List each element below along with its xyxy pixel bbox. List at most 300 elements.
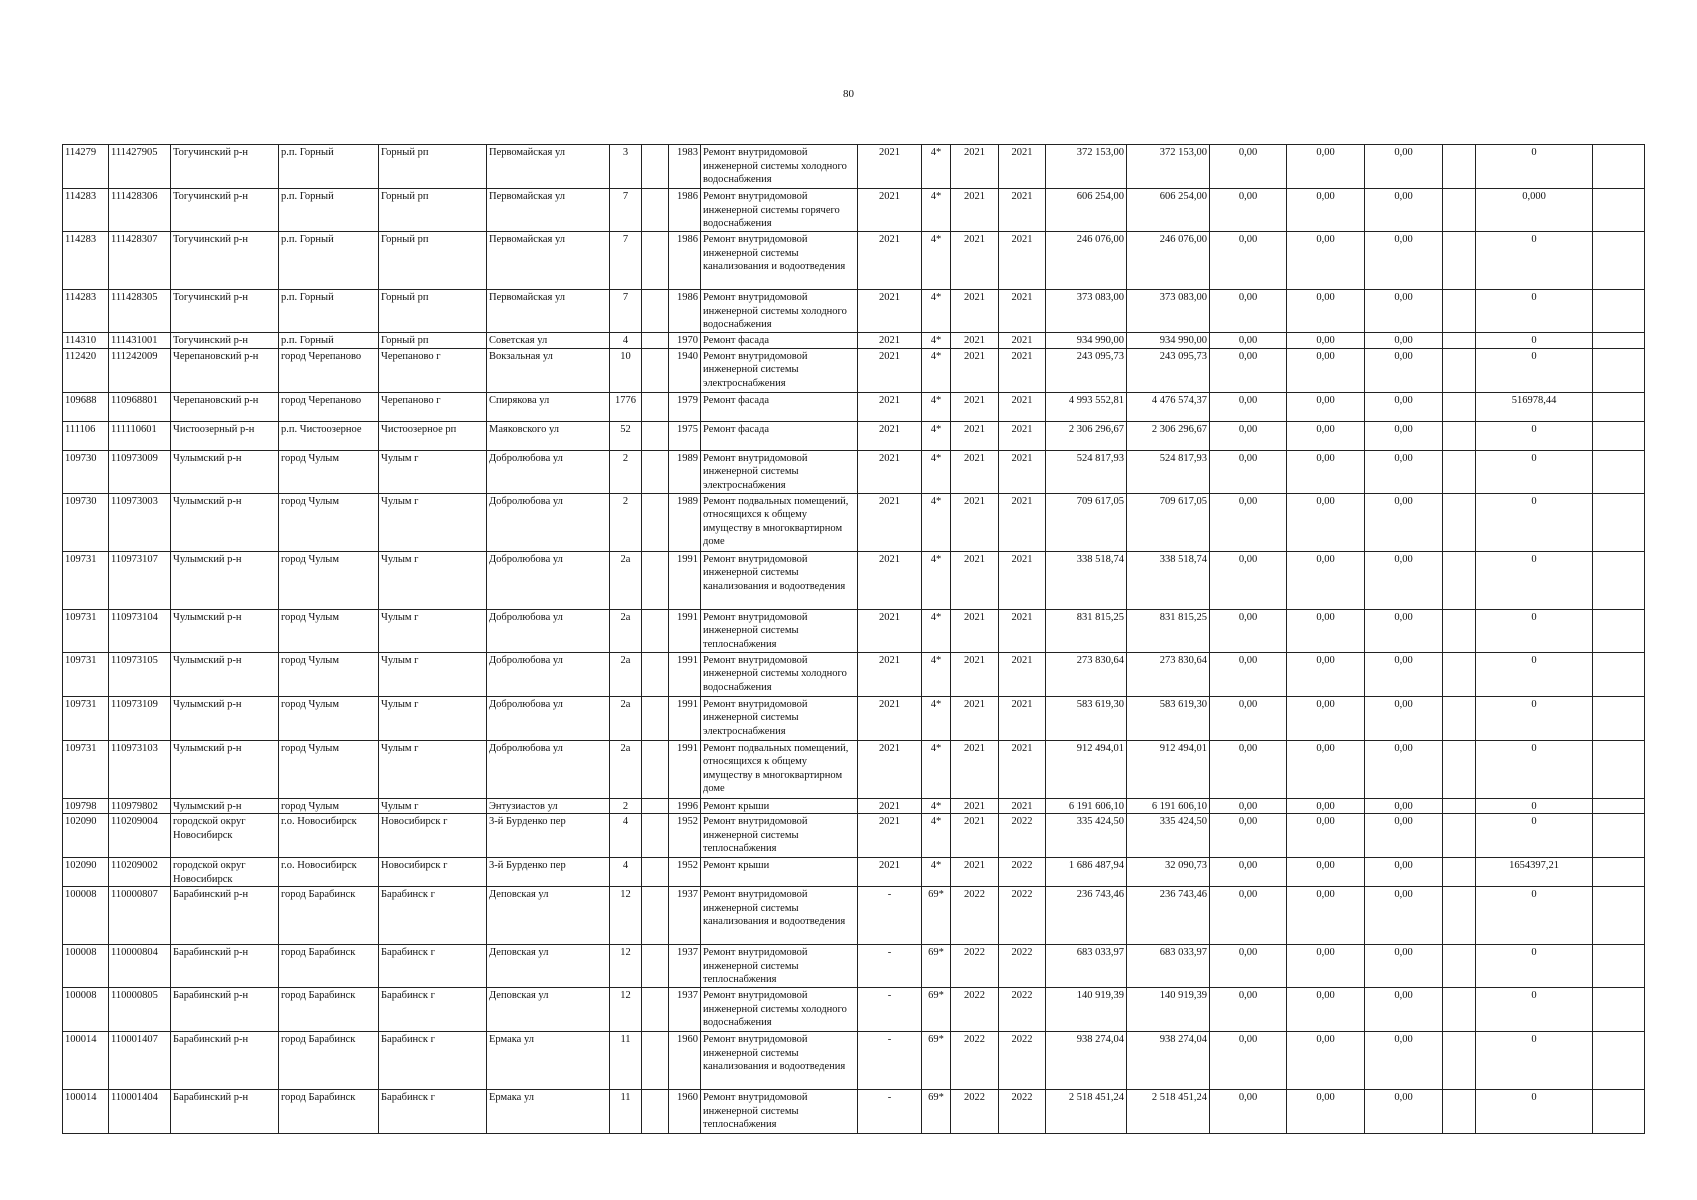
cell-cost-b: 0,00 [1287,551,1365,609]
cell-id: 100008 [63,945,109,988]
cell-district: Черепановский р-н [171,392,279,421]
cell-cost-a: 0,00 [1210,887,1287,945]
cell-total-cost: 831 815,25 [1046,609,1127,652]
cell-locality: Чулым г [379,450,487,493]
table-row [63,1090,1645,1134]
cell-building [642,609,669,652]
cell-note [1593,189,1645,232]
cell-start-year: 2021 [951,189,999,232]
cell-other-cost: 0 [1476,1032,1593,1090]
cell-plan-year: 2021 [858,652,922,696]
cell-fund-cost: 2 306 296,67 [1127,421,1210,450]
cell-year-built: 1986 [669,232,701,290]
cell-cost-b: 0,00 [1287,988,1365,1032]
cell-work-type: Ремонт внутридомовой инженерной системы холодного водоснабжения [701,988,858,1032]
cell-end-year: 2021 [999,450,1046,493]
cell-locality: Барабинск г [379,945,487,988]
cell-year-built: 1991 [669,740,701,798]
cell-priority: 4* [922,333,951,349]
cell-extra [1443,858,1476,887]
cell-district: Тогучинский р-н [171,290,279,333]
cell-building [642,798,669,814]
cell-year-built: 1960 [669,1090,701,1134]
cell-id: 109731 [63,740,109,798]
cell-municipality: город Барабинск [279,887,379,945]
cell-end-year: 2021 [999,551,1046,609]
cell-fund-cost: 606 254,00 [1127,189,1210,232]
cell-priority: 4* [922,740,951,798]
cell-extra [1443,887,1476,945]
cell-street: Маяковского ул [487,421,610,450]
table-row [63,1032,1645,1090]
cell-cost-c: 0,00 [1365,609,1443,652]
cell-plan-year: - [858,1090,922,1134]
cell-start-year: 2022 [951,945,999,988]
cell-id: 114310 [63,333,109,349]
cell-end-year: 2021 [999,421,1046,450]
cell-year-built: 1960 [669,1032,701,1090]
cell-building [642,858,669,887]
cell-house: 2 [610,450,642,493]
cell-end-year: 2021 [999,348,1046,392]
cell-cost-c: 0,00 [1365,450,1443,493]
cell-street: Спирякова ул [487,392,610,421]
cell-municipality: р.п. Горный [279,189,379,232]
cell-building [642,887,669,945]
cell-end-year: 2022 [999,887,1046,945]
cell-total-cost: 2 306 296,67 [1046,421,1127,450]
cell-start-year: 2021 [951,652,999,696]
cell-municipality: город Барабинск [279,1090,379,1134]
cell-extra [1443,493,1476,551]
cell-other-cost: 0 [1476,945,1593,988]
cell-start-year: 2021 [951,333,999,349]
cell-start-year: 2021 [951,392,999,421]
cell-street: Добролюбова ул [487,652,610,696]
cell-locality: Новосибирск г [379,858,487,887]
cell-year-built: 1937 [669,945,701,988]
cell-cost-b: 0,00 [1287,450,1365,493]
cell-other-cost: 1654397,21 [1476,858,1593,887]
cell-code: 110973103 [109,740,171,798]
cell-extra [1443,145,1476,189]
cell-note [1593,858,1645,887]
cell-note [1593,348,1645,392]
cell-extra [1443,290,1476,333]
cell-fund-cost: 709 617,05 [1127,493,1210,551]
table-row [63,232,1645,290]
cell-district: Черепановский р-н [171,348,279,392]
cell-cost-b: 0,00 [1287,189,1365,232]
cell-street: Добролюбова ул [487,740,610,798]
cell-street: 3-й Бурденко пер [487,814,610,858]
cell-extra [1443,814,1476,858]
cell-end-year: 2022 [999,988,1046,1032]
cell-extra [1443,798,1476,814]
cell-fund-cost: 912 494,01 [1127,740,1210,798]
cell-start-year: 2021 [951,551,999,609]
cell-start-year: 2021 [951,696,999,740]
cell-fund-cost: 583 619,30 [1127,696,1210,740]
cell-municipality: город Чулым [279,740,379,798]
cell-cost-b: 0,00 [1287,145,1365,189]
cell-total-cost: 606 254,00 [1046,189,1127,232]
cell-cost-c: 0,00 [1365,348,1443,392]
cell-building [642,652,669,696]
cell-work-type: Ремонт подвальных помещений, относящихся к общему имуществу в многоквартирном доме [701,493,858,551]
cell-cost-b: 0,00 [1287,290,1365,333]
cell-id: 109688 [63,392,109,421]
cell-municipality: город Барабинск [279,988,379,1032]
cell-priority: 4* [922,609,951,652]
cell-note [1593,493,1645,551]
cell-priority: 4* [922,652,951,696]
cell-id: 111106 [63,421,109,450]
cell-id: 114283 [63,189,109,232]
cell-other-cost: 0 [1476,145,1593,189]
cell-fund-cost: 4 476 574,37 [1127,392,1210,421]
cell-cost-a: 0,00 [1210,858,1287,887]
cell-cost-b: 0,00 [1287,652,1365,696]
cell-work-type: Ремонт внутридомовой инженерной системы канализования и водоотведения [701,1032,858,1090]
cell-work-type: Ремонт внутридомовой инженерной системы холодного водоснабжения [701,145,858,189]
cell-code: 110968801 [109,392,171,421]
cell-municipality: город Барабинск [279,1032,379,1090]
cell-note [1593,652,1645,696]
cell-work-type: Ремонт внутридомовой инженерной системы канализования и водоотведения [701,232,858,290]
cell-district: Чулымский р-н [171,551,279,609]
cell-cost-c: 0,00 [1365,1090,1443,1134]
cell-extra [1443,740,1476,798]
cell-start-year: 2021 [951,493,999,551]
cell-year-built: 1986 [669,189,701,232]
cell-fund-cost: 335 424,50 [1127,814,1210,858]
cell-id: 102090 [63,814,109,858]
cell-locality: Чулым г [379,493,487,551]
cell-work-type: Ремонт внутридомовой инженерной системы канализования и водоотведения [701,551,858,609]
cell-total-cost: 583 619,30 [1046,696,1127,740]
cell-cost-c: 0,00 [1365,145,1443,189]
cell-code: 111428305 [109,290,171,333]
cell-cost-b: 0,00 [1287,1090,1365,1134]
cell-work-type: Ремонт внутридомовой инженерной системы горячего водоснабжения [701,189,858,232]
cell-district: Чулымский р-н [171,740,279,798]
cell-house: 2а [610,740,642,798]
cell-id: 109731 [63,609,109,652]
cell-street: 3-й Бурденко пер [487,858,610,887]
cell-cost-a: 0,00 [1210,421,1287,450]
cell-cost-c: 0,00 [1365,1032,1443,1090]
table-row [63,652,1645,696]
cell-cost-b: 0,00 [1287,421,1365,450]
cell-total-cost: 683 033,97 [1046,945,1127,988]
cell-cost-a: 0,00 [1210,333,1287,349]
cell-building [642,450,669,493]
cell-cost-a: 0,00 [1210,145,1287,189]
cell-other-cost: 0 [1476,652,1593,696]
cell-locality: Черепаново г [379,348,487,392]
cell-cost-a: 0,00 [1210,814,1287,858]
cell-locality: Барабинск г [379,988,487,1032]
cell-plan-year: 2021 [858,189,922,232]
cell-end-year: 2022 [999,1032,1046,1090]
cell-extra [1443,450,1476,493]
cell-district: Барабинский р-н [171,887,279,945]
table-row [63,392,1645,421]
cell-year-built: 1991 [669,609,701,652]
cell-municipality: город Черепаново [279,348,379,392]
cell-extra [1443,652,1476,696]
cell-year-built: 1940 [669,348,701,392]
cell-cost-a: 0,00 [1210,493,1287,551]
cell-work-type: Ремонт фасада [701,421,858,450]
cell-work-type: Ремонт внутридомовой инженерной системы теплоснабжения [701,945,858,988]
cell-plan-year: 2021 [858,333,922,349]
cell-note [1593,1032,1645,1090]
cell-priority: 4* [922,858,951,887]
cell-year-built: 1952 [669,858,701,887]
cell-municipality: р.п. Горный [279,145,379,189]
cell-street: Ермака ул [487,1032,610,1090]
cell-note [1593,145,1645,189]
cell-id: 114283 [63,232,109,290]
cell-cost-c: 0,00 [1365,988,1443,1032]
cell-year-built: 1979 [669,392,701,421]
cell-cost-c: 0,00 [1365,333,1443,349]
cell-plan-year: 2021 [858,450,922,493]
cell-work-type: Ремонт внутридомовой инженерной системы холодного водоснабжения [701,652,858,696]
table-row [63,696,1645,740]
cell-municipality: р.п. Горный [279,290,379,333]
cell-work-type: Ремонт внутридомовой инженерной системы электроснабжения [701,348,858,392]
cell-priority: 4* [922,696,951,740]
table-row [63,887,1645,945]
cell-total-cost: 236 743,46 [1046,887,1127,945]
cell-municipality: г.о. Новосибирск [279,858,379,887]
table-row [63,189,1645,232]
cell-cost-b: 0,00 [1287,609,1365,652]
cell-locality: Горный рп [379,189,487,232]
cell-street: Добролюбова ул [487,696,610,740]
cell-fund-cost: 32 090,73 [1127,858,1210,887]
cell-building [642,348,669,392]
cell-plan-year: 2021 [858,609,922,652]
cell-priority: 4* [922,551,951,609]
cell-fund-cost: 373 083,00 [1127,290,1210,333]
cell-start-year: 2021 [951,232,999,290]
cell-priority: 4* [922,189,951,232]
cell-work-type: Ремонт крыши [701,858,858,887]
cell-plan-year: 2021 [858,421,922,450]
cell-locality: Новосибирск г [379,814,487,858]
table-row [63,348,1645,392]
cell-cost-a: 0,00 [1210,290,1287,333]
cell-end-year: 2021 [999,609,1046,652]
cell-cost-b: 0,00 [1287,740,1365,798]
cell-id: 109731 [63,652,109,696]
cell-cost-a: 0,00 [1210,450,1287,493]
cell-total-cost: 338 518,74 [1046,551,1127,609]
cell-end-year: 2022 [999,945,1046,988]
cell-cost-c: 0,00 [1365,740,1443,798]
cell-priority: 4* [922,493,951,551]
cell-plan-year: 2021 [858,740,922,798]
table-row [63,814,1645,858]
cell-extra [1443,421,1476,450]
cell-cost-b: 0,00 [1287,945,1365,988]
cell-house: 4 [610,858,642,887]
table-row [63,333,1645,349]
cell-total-cost: 709 617,05 [1046,493,1127,551]
cell-extra [1443,1090,1476,1134]
cell-year-built: 1937 [669,887,701,945]
cell-street: Первомайская ул [487,145,610,189]
cell-cost-a: 0,00 [1210,1032,1287,1090]
cell-total-cost: 335 424,50 [1046,814,1127,858]
cell-end-year: 2022 [999,1090,1046,1134]
cell-note [1593,392,1645,421]
cell-cost-a: 0,00 [1210,348,1287,392]
cell-house: 2а [610,652,642,696]
cell-house: 12 [610,887,642,945]
cell-id: 109731 [63,551,109,609]
cell-cost-c: 0,00 [1365,887,1443,945]
cell-other-cost: 0 [1476,1090,1593,1134]
cell-district: городской округ Новосибирск [171,814,279,858]
cell-street: Вокзальная ул [487,348,610,392]
cell-total-cost: 372 153,00 [1046,145,1127,189]
cell-total-cost: 243 095,73 [1046,348,1127,392]
cell-building [642,945,669,988]
cell-code: 111242009 [109,348,171,392]
cell-building [642,232,669,290]
cell-work-type: Ремонт крыши [701,798,858,814]
cell-total-cost: 2 518 451,24 [1046,1090,1127,1134]
cell-code: 111427905 [109,145,171,189]
cell-district: Чулымский р-н [171,798,279,814]
cell-extra [1443,551,1476,609]
cell-cost-c: 0,00 [1365,290,1443,333]
cell-plan-year: 2021 [858,392,922,421]
cell-plan-year: - [858,1032,922,1090]
cell-plan-year: 2021 [858,348,922,392]
cell-district: Тогучинский р-н [171,333,279,349]
cell-work-type: Ремонт внутридомовой инженерной системы электроснабжения [701,450,858,493]
cell-note [1593,798,1645,814]
cell-end-year: 2021 [999,652,1046,696]
cell-other-cost: 0 [1476,814,1593,858]
cell-note [1593,696,1645,740]
cell-start-year: 2021 [951,740,999,798]
cell-end-year: 2021 [999,493,1046,551]
cell-district: Чистоозерный р-н [171,421,279,450]
page-number: 80 [843,88,854,100]
table-row [63,609,1645,652]
cell-total-cost: 140 919,39 [1046,988,1127,1032]
cell-other-cost: 0 [1476,450,1593,493]
cell-other-cost: 0 [1476,493,1593,551]
cell-plan-year: 2021 [858,814,922,858]
cell-end-year: 2022 [999,814,1046,858]
cell-id: 100008 [63,887,109,945]
cell-municipality: город Чулым [279,551,379,609]
cell-extra [1443,232,1476,290]
cell-end-year: 2021 [999,740,1046,798]
cell-note [1593,740,1645,798]
cell-other-cost: 0 [1476,421,1593,450]
cell-house: 11 [610,1032,642,1090]
cell-plan-year: 2021 [858,290,922,333]
cell-year-built: 1991 [669,696,701,740]
cell-end-year: 2021 [999,189,1046,232]
cell-code: 110000804 [109,945,171,988]
cell-house: 7 [610,232,642,290]
cell-total-cost: 1 686 487,94 [1046,858,1127,887]
cell-cost-c: 0,00 [1365,232,1443,290]
cell-cost-c: 0,00 [1365,652,1443,696]
cell-street: Деповская ул [487,988,610,1032]
cell-district: городской округ Новосибирск [171,858,279,887]
cell-cost-a: 0,00 [1210,1090,1287,1134]
cell-street: Первомайская ул [487,189,610,232]
cell-street: Деповская ул [487,887,610,945]
cell-extra [1443,333,1476,349]
cell-fund-cost: 831 815,25 [1127,609,1210,652]
cell-building [642,392,669,421]
cell-fund-cost: 273 830,64 [1127,652,1210,696]
cell-start-year: 2021 [951,798,999,814]
cell-municipality: город Чулым [279,696,379,740]
cell-cost-a: 0,00 [1210,945,1287,988]
cell-year-built: 1937 [669,988,701,1032]
cell-id: 100014 [63,1032,109,1090]
cell-code: 110979802 [109,798,171,814]
cell-note [1593,421,1645,450]
cell-total-cost: 912 494,01 [1046,740,1127,798]
cell-locality: Чулым г [379,798,487,814]
cell-total-cost: 273 830,64 [1046,652,1127,696]
cell-extra [1443,392,1476,421]
cell-locality: Чистоозерное рп [379,421,487,450]
cell-district: Чулымский р-н [171,609,279,652]
cell-work-type: Ремонт фасада [701,392,858,421]
cell-extra [1443,348,1476,392]
cell-building [642,145,669,189]
cell-cost-b: 0,00 [1287,858,1365,887]
cell-plan-year: - [858,988,922,1032]
cell-cost-c: 0,00 [1365,696,1443,740]
cell-plan-year: 2021 [858,145,922,189]
cell-plan-year: 2021 [858,696,922,740]
cell-cost-c: 0,00 [1365,798,1443,814]
cell-cost-a: 0,00 [1210,551,1287,609]
cell-cost-b: 0,00 [1287,232,1365,290]
cell-note [1593,609,1645,652]
cell-end-year: 2021 [999,290,1046,333]
cell-fund-cost: 6 191 606,10 [1127,798,1210,814]
cell-building [642,1090,669,1134]
cell-total-cost: 6 191 606,10 [1046,798,1127,814]
cell-house: 52 [610,421,642,450]
cell-municipality: город Барабинск [279,945,379,988]
cell-municipality: р.п. Горный [279,232,379,290]
cell-fund-cost: 2 518 451,24 [1127,1090,1210,1134]
table-row [63,421,1645,450]
cell-cost-c: 0,00 [1365,392,1443,421]
cell-extra [1443,1032,1476,1090]
cell-cost-b: 0,00 [1287,333,1365,349]
cell-house: 7 [610,290,642,333]
